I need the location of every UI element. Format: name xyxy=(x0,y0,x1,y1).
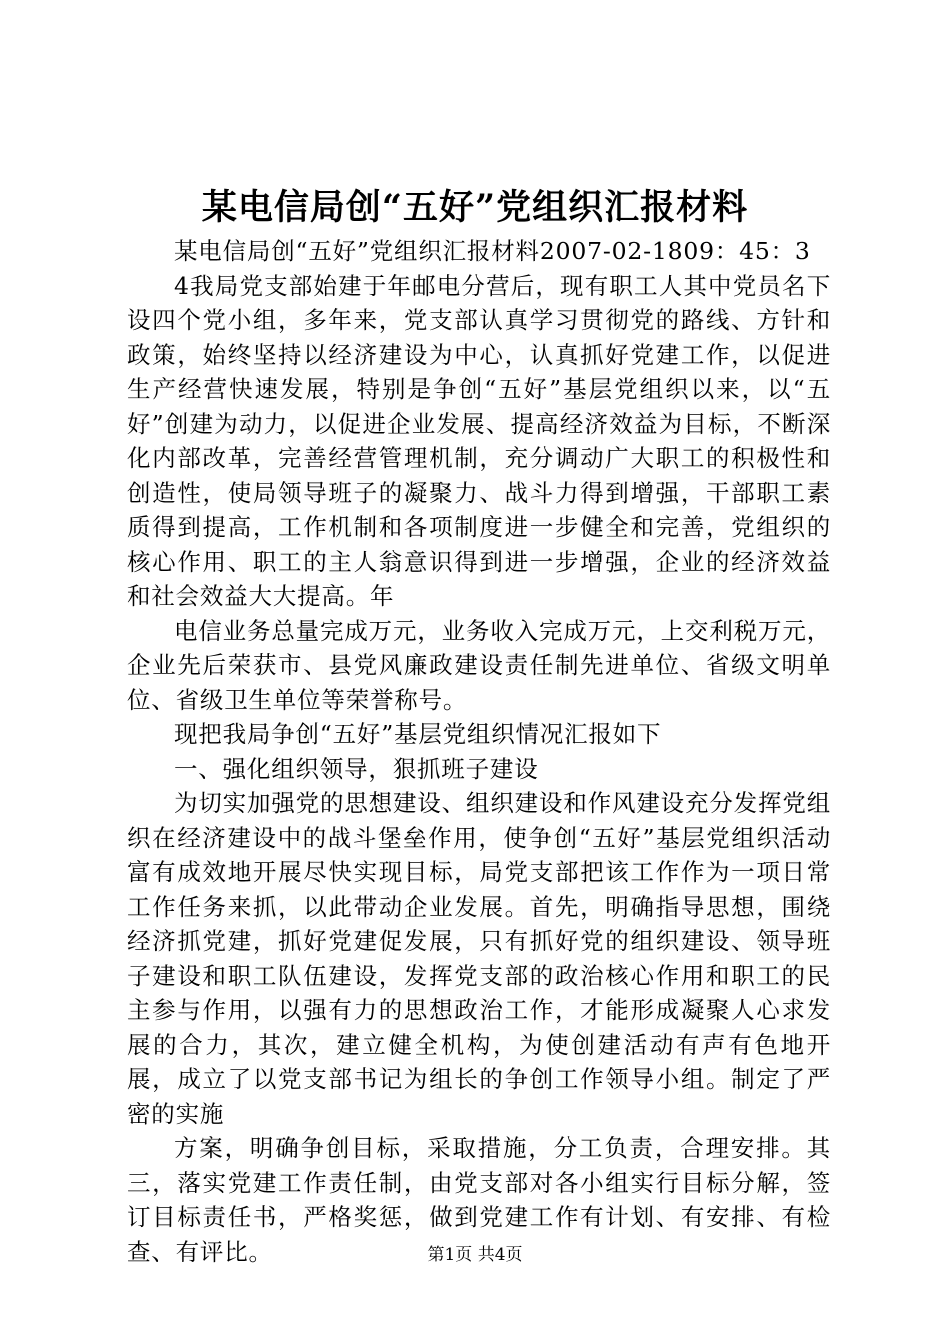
paragraph-report-lead: 现把我局争创“五好”基层党组织情况汇报如下 xyxy=(174,720,662,748)
paragraph-achievements: 电信业务总量完成万元，业务收入完成万元，上交利税万元，企业先后荣获市、县党风廉政建设责任制先进单位、省级文明单位、省级卫生单位等荣誉称号。 xyxy=(127,616,831,714)
paragraph-intro: 4我局党支部始建于年邮电分营后，现有职工人其中党员名下设四个党小组，多年来，党支部认真学习贯彻党的路线、方针和政策，始终坚持以经济建设为中心，认真抓好党建工作，以促进生产经营快速发展，特别是争创“五好”基层党组织以来，以“五好”创建为动力，以促进企业发展、提高经济效益为目标，不断深化内部改革，完善经营管理机制，充分调动广大职工的积极性和创造性，使局领导班子的凝聚力、战斗力得到增强，干部职工素质得到提高，工作机制和各项制度进一步健全和完善，党组织的核心作用、职工的主人翁意识得到进一步增强，企业的经济效益和社会效益大大提高。年 xyxy=(127,271,831,610)
paragraph-header-line: 某电信局创“五好”党组织汇报材料2007-02-1809：45：3 xyxy=(174,237,811,265)
page-number-footer: 第1页 共4页 xyxy=(427,1245,523,1265)
paragraph-section-1-continued: 方案，明确争创目标，采取措施，分工负责，合理安排。其三，落实党建工作责任制，由党支部对各小组实行目标分解，签订目标责任书，严格奖惩，做到党建工作有计划、有安排、有检查、有评比。 xyxy=(127,1134,831,1266)
document-title: 某电信局创“五好”党组织汇报材料 xyxy=(201,187,749,228)
section-heading-1: 一、强化组织领导，狠抓班子建设 xyxy=(174,754,539,783)
document-body xyxy=(127,234,831,1269)
paragraph-section-1-body: 为切实加强党的思想建设、组织建设和作风建设充分发挥党组织在经济建设中的战斗堡垒作用，使争创“五好”基层党组织活动富有成效地开展尽快实现目标，局党支部把该工作作为一项日常工作任务来抓，以此带动企业发展。首先，明确指导思想，围绕经济抓党建，抓好党建促发展，只有抓好党的组织建设、领导班子建设和职工队伍建设，发挥党支部的政治核心作用和职工的民主参与作用，以强有力的思想政治工作，才能形成凝聚人心求发展的合力，其次，建立健全机构，为使创建活动有声有色地开展，成立了以党支部书记为组长的争创工作领导小组。制定了严密的实施 xyxy=(127,789,831,1128)
